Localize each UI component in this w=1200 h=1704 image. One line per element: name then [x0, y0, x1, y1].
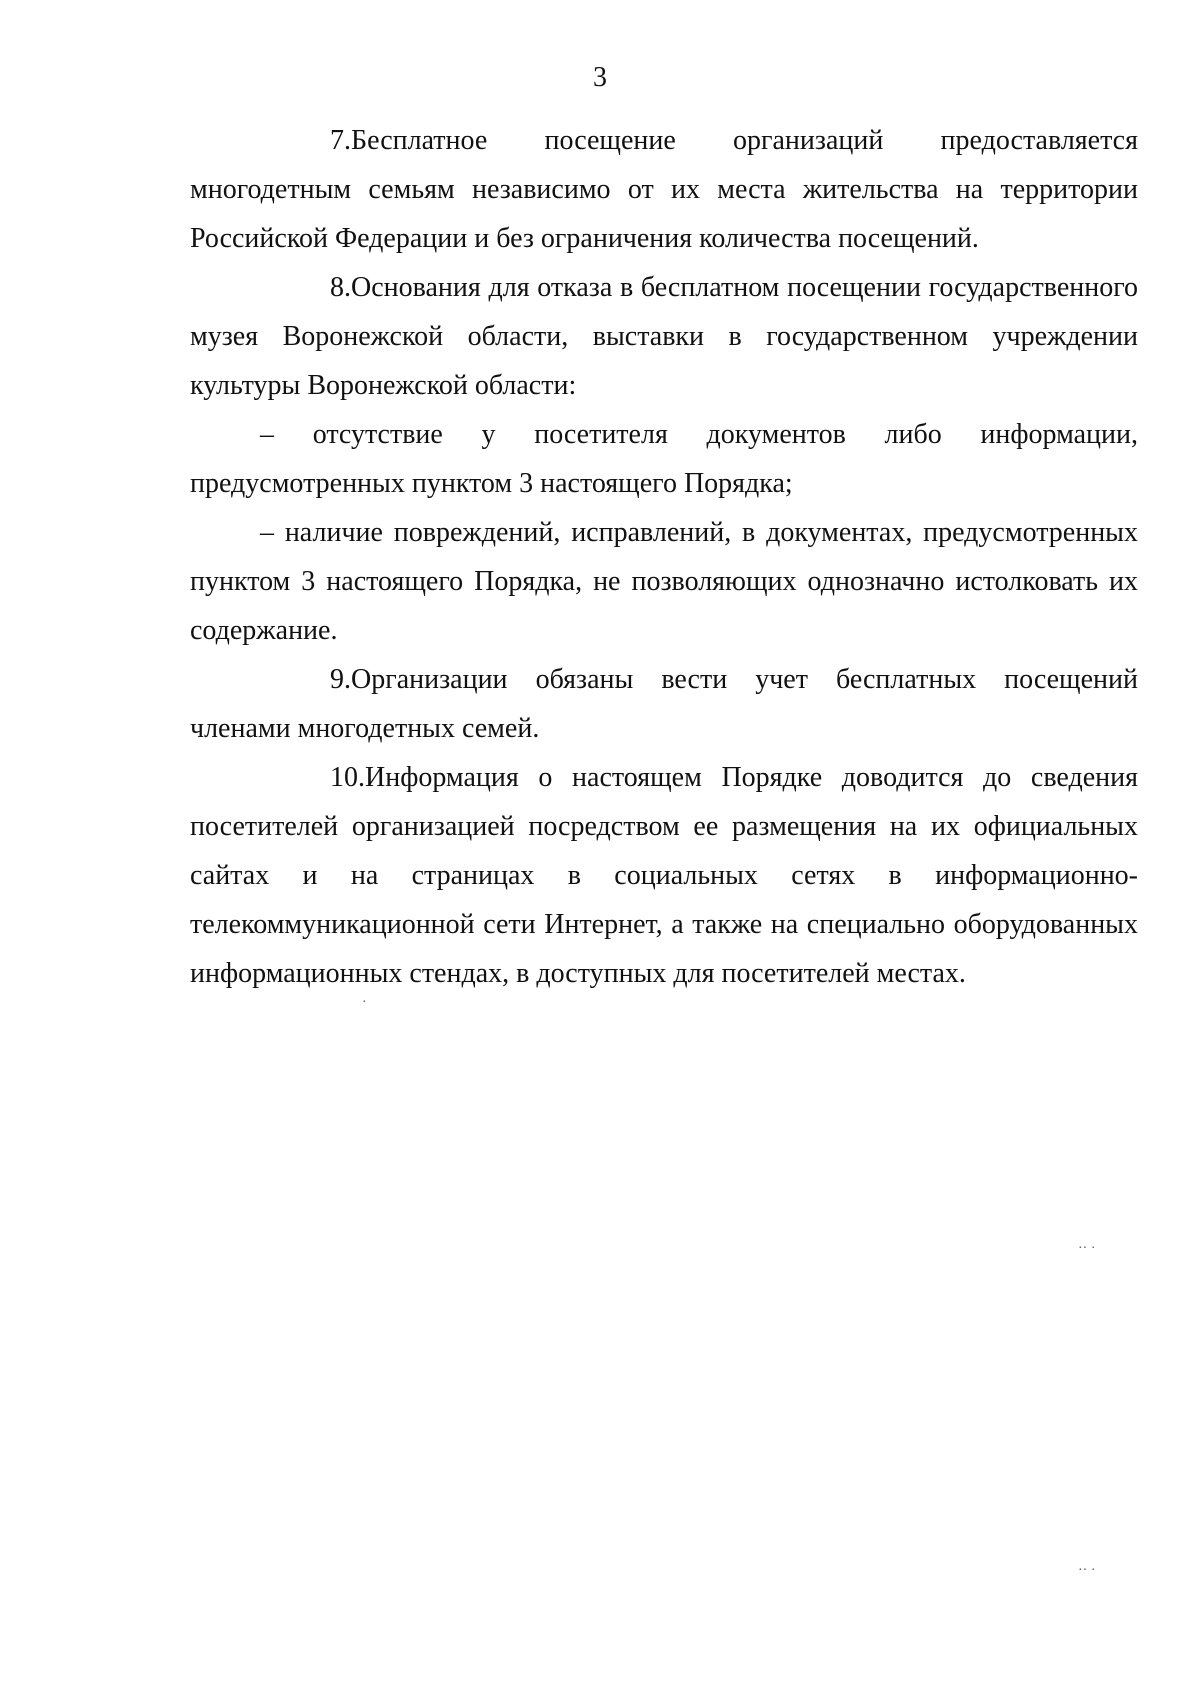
- scan-speck: ·· ·: [1078, 1563, 1096, 1578]
- paragraph-text: Основания для отказа в бесплатном посещении государственного музея Воронежской области, выставки в государственном учреждении культуры Воронежской области:: [190, 272, 1138, 401]
- paragraph-item-10: [190, 753, 1138, 998]
- paragraph-number: 10.: [330, 762, 365, 793]
- paragraph-text: Информация о настоящем Порядке доводится до сведения посетителей организацией посредством ее размещения на их официальных сайтах и на страницах в социальных сетях в информационно-телекоммуникационной сети Интернет, а также на специально оборудованных информационных стендах, в доступных для посетителей местах.: [190, 762, 1138, 989]
- paragraph-number: 7.: [330, 125, 351, 156]
- paragraph-text: – отсутствие у посетителя документов либо информации, предусмотренных пунктом 3 настоящего Порядка;: [190, 419, 1138, 499]
- paragraph-number: 8.: [330, 272, 351, 303]
- document-body: [190, 116, 1138, 998]
- paragraph-item-9: [190, 655, 1138, 753]
- scan-speck: ·: [362, 995, 367, 1010]
- paragraph-text: Организации обязаны вести учет бесплатных посещений членами многодетных семей.: [190, 664, 1138, 744]
- paragraph-number: 9.: [330, 664, 351, 695]
- scan-speck: ·· ·: [1078, 1241, 1096, 1256]
- page-number: 3: [593, 62, 607, 93]
- list-item-reason-1: [190, 410, 1138, 508]
- paragraph-item-8: [190, 263, 1138, 410]
- paragraph-text: Бесплатное посещение организаций предоставляется многодетным семьям независимо от их места жительства на территории Российской Федерации и без ограничения количества посещений.: [190, 125, 1138, 254]
- paragraph-item-7: [190, 116, 1138, 263]
- paragraph-text: – наличие повреждений, исправлений, в документах, предусмотренных пунктом 3 настоящего Порядка, не позволяющих однозначно истолковать их содержание.: [190, 517, 1138, 646]
- list-item-reason-2: [190, 508, 1138, 655]
